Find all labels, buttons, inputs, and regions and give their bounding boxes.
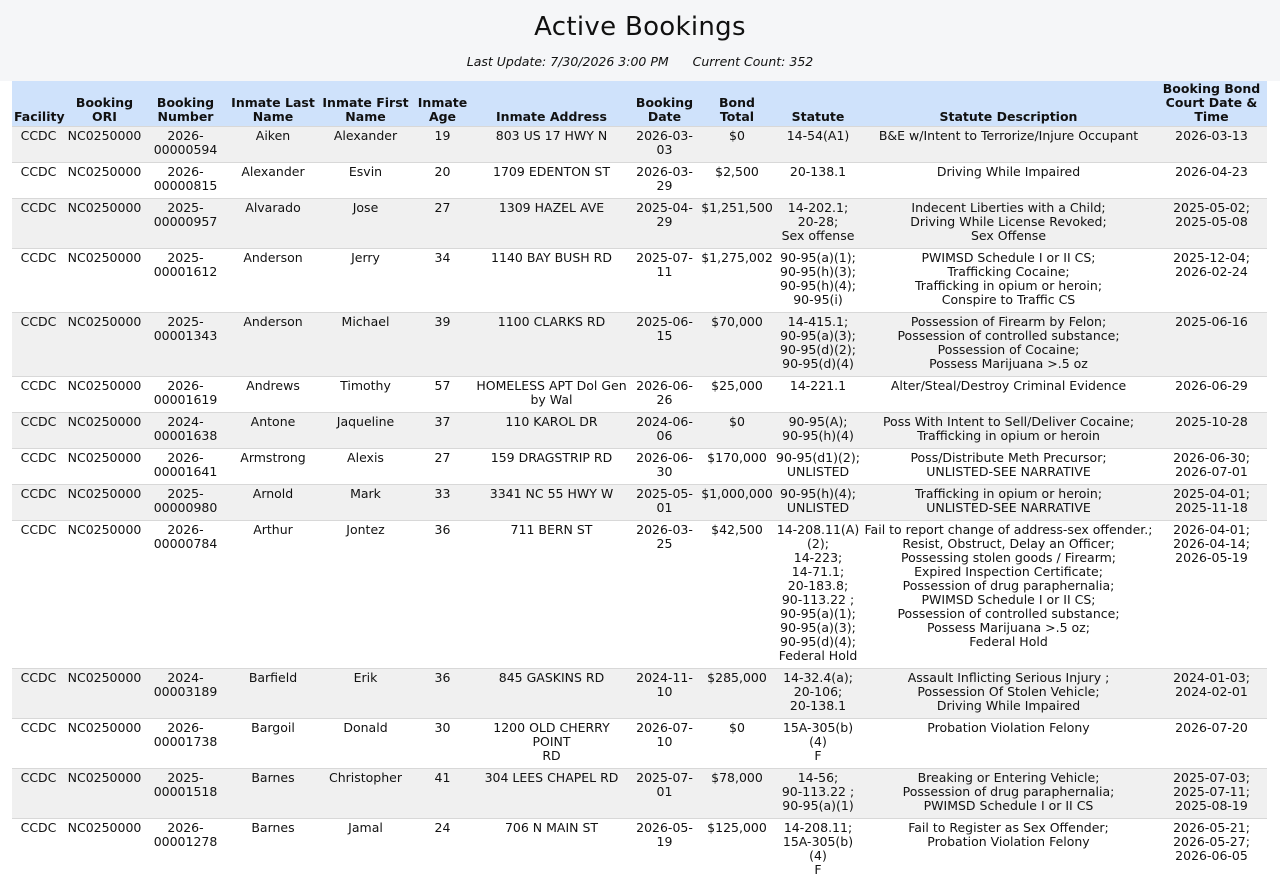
cell-statute: 90-95(a)(1); 90-95(h)(3); 90-95(h)(4); 90-95(i) xyxy=(775,249,861,313)
cell-inmate-last-name: Aiken xyxy=(227,127,319,163)
cell-inmate-age: 36 xyxy=(412,521,473,669)
bookings-table-container xyxy=(0,81,1280,882)
cell-statute-description: Probation Violation Felony xyxy=(861,719,1156,769)
cell-booking-ori: NC0250000 xyxy=(65,377,144,413)
column-header-inmate-address: Inmate Address xyxy=(473,81,630,127)
update-info xyxy=(0,54,1280,69)
cell-booking-date: 2025-04- 29 xyxy=(630,199,699,249)
column-header-court-date: Booking Bond Court Date & Time xyxy=(1156,81,1267,127)
cell-inmate-first-name: Jamal xyxy=(319,819,412,882)
cell-booking-ori: NC0250000 xyxy=(65,769,144,819)
cell-facility: CCDC xyxy=(12,313,65,377)
cell-inmate-last-name: Arthur xyxy=(227,521,319,669)
last-update-text: Last Update: 7/30/2026 3:00 PM xyxy=(467,54,669,69)
cell-bond-total: $78,000 xyxy=(699,769,775,819)
cell-booking-date: 2025-07- 01 xyxy=(630,769,699,819)
cell-statute: 14-221.1 xyxy=(775,377,861,413)
cell-inmate-address: 845 GASKINS RD xyxy=(473,669,630,719)
cell-bond-total: $0 xyxy=(699,413,775,449)
cell-court-date: 2025-12-04; 2026-02-24 xyxy=(1156,249,1267,313)
cell-inmate-address: 159 DRAGSTRIP RD xyxy=(473,449,630,485)
cell-bond-total: $0 xyxy=(699,127,775,163)
table-row xyxy=(12,719,1267,769)
cell-inmate-age: 33 xyxy=(412,485,473,521)
cell-bond-total: $25,000 xyxy=(699,377,775,413)
table-row xyxy=(12,485,1267,521)
table-row xyxy=(12,449,1267,485)
cell-bond-total: $1,000,000 xyxy=(699,485,775,521)
cell-inmate-age: 20 xyxy=(412,163,473,199)
table-header-row xyxy=(12,81,1267,127)
cell-inmate-last-name: Barnes xyxy=(227,769,319,819)
cell-statute: 14-208.11; 15A-305(b)(4) F xyxy=(775,819,861,882)
cell-booking-number: 2024- 00003189 xyxy=(144,669,227,719)
table-row xyxy=(12,669,1267,719)
cell-facility: CCDC xyxy=(12,819,65,882)
cell-booking-ori: NC0250000 xyxy=(65,249,144,313)
table-row xyxy=(12,413,1267,449)
cell-inmate-age: 34 xyxy=(412,249,473,313)
cell-inmate-age: 37 xyxy=(412,413,473,449)
cell-booking-number: 2025- 00000980 xyxy=(144,485,227,521)
column-header-inmate-age: Inmate Age xyxy=(412,81,473,127)
cell-facility: CCDC xyxy=(12,669,65,719)
cell-booking-date: 2026-06- 26 xyxy=(630,377,699,413)
cell-court-date: 2026-04-01; 2026-04-14; 2026-05-19 xyxy=(1156,521,1267,669)
table-row xyxy=(12,819,1267,882)
cell-statute-description: Poss With Intent to Sell/Deliver Cocaine; Trafficking in opium or heroin xyxy=(861,413,1156,449)
table-row xyxy=(12,127,1267,163)
cell-booking-ori: NC0250000 xyxy=(65,719,144,769)
cell-inmate-first-name: Esvin xyxy=(319,163,412,199)
table-row xyxy=(12,313,1267,377)
cell-statute: 14-415.1; 90-95(a)(3); 90-95(d)(2); 90-95(d)(4) xyxy=(775,313,861,377)
cell-inmate-last-name: Antone xyxy=(227,413,319,449)
cell-inmate-last-name: Armstrong xyxy=(227,449,319,485)
table-row xyxy=(12,163,1267,199)
cell-booking-number: 2025- 00001518 xyxy=(144,769,227,819)
table-row xyxy=(12,249,1267,313)
cell-booking-number: 2026- 00000594 xyxy=(144,127,227,163)
cell-statute: 90-95(d1)(2); UNLISTED xyxy=(775,449,861,485)
cell-statute: 15A-305(b)(4) F xyxy=(775,719,861,769)
cell-booking-number: 2026- 00001641 xyxy=(144,449,227,485)
cell-inmate-address: 110 KAROL DR xyxy=(473,413,630,449)
cell-booking-date: 2026-06- 30 xyxy=(630,449,699,485)
cell-statute-description: Possession of Firearm by Felon; Possession of controlled substance; Possession of Cocaine; Possess Marijuana >.5 oz xyxy=(861,313,1156,377)
cell-booking-number: 2026- 00001278 xyxy=(144,819,227,882)
cell-bond-total: $1,275,002 xyxy=(699,249,775,313)
cell-statute: 90-95(h)(4); UNLISTED xyxy=(775,485,861,521)
cell-inmate-last-name: Barnes xyxy=(227,819,319,882)
cell-booking-date: 2026-07- 10 xyxy=(630,719,699,769)
cell-court-date: 2024-01-03; 2024-02-01 xyxy=(1156,669,1267,719)
cell-booking-ori: NC0250000 xyxy=(65,669,144,719)
cell-facility: CCDC xyxy=(12,769,65,819)
column-header-statute-description: Statute Description xyxy=(861,81,1156,127)
cell-facility: CCDC xyxy=(12,163,65,199)
cell-booking-ori: NC0250000 xyxy=(65,449,144,485)
column-header-inmate-last-name: Inmate Last Name xyxy=(227,81,319,127)
cell-bond-total: $2,500 xyxy=(699,163,775,199)
cell-facility: CCDC xyxy=(12,127,65,163)
table-body xyxy=(12,127,1267,882)
cell-court-date: 2026-04-23 xyxy=(1156,163,1267,199)
cell-inmate-address: 1309 HAZEL AVE xyxy=(473,199,630,249)
cell-booking-date: 2024-06- 06 xyxy=(630,413,699,449)
cell-inmate-age: 27 xyxy=(412,449,473,485)
cell-facility: CCDC xyxy=(12,521,65,669)
column-header-booking-number: Booking Number xyxy=(144,81,227,127)
cell-booking-number: 2026- 00000784 xyxy=(144,521,227,669)
cell-inmate-age: 24 xyxy=(412,819,473,882)
cell-booking-ori: NC0250000 xyxy=(65,521,144,669)
cell-facility: CCDC xyxy=(12,199,65,249)
cell-statute: 14-32.4(a); 20-106; 20-138.1 xyxy=(775,669,861,719)
cell-inmate-address: 1140 BAY BUSH RD xyxy=(473,249,630,313)
cell-booking-number: 2024- 00001638 xyxy=(144,413,227,449)
cell-statute-description: Trafficking in opium or heroin; UNLISTED-SEE NARRATIVE xyxy=(861,485,1156,521)
cell-booking-ori: NC0250000 xyxy=(65,313,144,377)
cell-inmate-last-name: Anderson xyxy=(227,249,319,313)
cell-court-date: 2026-06-29 xyxy=(1156,377,1267,413)
cell-inmate-last-name: Barfield xyxy=(227,669,319,719)
cell-booking-date: 2025-05- 01 xyxy=(630,485,699,521)
cell-facility: CCDC xyxy=(12,249,65,313)
cell-statute-description: B&E w/Intent to Terrorize/Injure Occupant xyxy=(861,127,1156,163)
cell-inmate-last-name: Arnold xyxy=(227,485,319,521)
cell-inmate-first-name: Jerry xyxy=(319,249,412,313)
cell-inmate-first-name: Jontez xyxy=(319,521,412,669)
cell-inmate-address: 803 US 17 HWY N xyxy=(473,127,630,163)
cell-booking-number: 2026- 00000815 xyxy=(144,163,227,199)
bookings-table xyxy=(12,81,1267,882)
cell-statute: 20-138.1 xyxy=(775,163,861,199)
cell-inmate-age: 39 xyxy=(412,313,473,377)
cell-booking-date: 2025-06- 15 xyxy=(630,313,699,377)
cell-booking-date: 2026-03- 29 xyxy=(630,163,699,199)
cell-facility: CCDC xyxy=(12,449,65,485)
cell-booking-date: 2025-07- 11 xyxy=(630,249,699,313)
cell-inmate-address: 711 BERN ST xyxy=(473,521,630,669)
column-header-booking-date: Booking Date xyxy=(630,81,699,127)
cell-statute-description: Fail to report change of address-sex offender.; Resist, Obstruct, Delay an Officer; Possessing stolen goods / Firearm; Expired Inspection Certificate; Possession of drug paraphernalia; PWIMSD Schedule I or II CS; Possession of controlled substance; Possess Marijuana >.5 oz; Federal Hold xyxy=(861,521,1156,669)
cell-statute: 14-208.11(A) (2); 14-223; 14-71.1; 20-183.8; 90-113.22 ; 90-95(a)(1); 90-95(a)(3); 90-95(d)(4); Federal Hold xyxy=(775,521,861,669)
cell-bond-total: $125,000 xyxy=(699,819,775,882)
cell-court-date: 2025-06-16 xyxy=(1156,313,1267,377)
cell-court-date: 2025-04-01; 2025-11-18 xyxy=(1156,485,1267,521)
current-count-text: Current Count: 352 xyxy=(693,54,814,69)
column-header-statute: Statute xyxy=(775,81,861,127)
cell-booking-date: 2024-11- 10 xyxy=(630,669,699,719)
cell-statute-description: Alter/Steal/Destroy Criminal Evidence xyxy=(861,377,1156,413)
table-row xyxy=(12,199,1267,249)
cell-statute-description: Breaking or Entering Vehicle; Possession of drug paraphernalia; PWIMSD Schedule I or II CS xyxy=(861,769,1156,819)
cell-inmate-address: HOMELESS APT Dol Gen by Wal xyxy=(473,377,630,413)
cell-bond-total: $70,000 xyxy=(699,313,775,377)
cell-statute: 14-54(A1) xyxy=(775,127,861,163)
cell-statute-description: Indecent Liberties with a Child; Driving While License Revoked; Sex Offense xyxy=(861,199,1156,249)
cell-booking-number: 2025- 00000957 xyxy=(144,199,227,249)
cell-booking-number: 2025- 00001612 xyxy=(144,249,227,313)
cell-court-date: 2026-07-20 xyxy=(1156,719,1267,769)
cell-court-date: 2026-06-30; 2026-07-01 xyxy=(1156,449,1267,485)
cell-bond-total: $42,500 xyxy=(699,521,775,669)
cell-booking-number: 2026- 00001738 xyxy=(144,719,227,769)
column-header-booking-ori: Booking ORI xyxy=(65,81,144,127)
cell-bond-total: $1,251,500 xyxy=(699,199,775,249)
cell-bond-total: $285,000 xyxy=(699,669,775,719)
cell-bond-total: $170,000 xyxy=(699,449,775,485)
cell-inmate-first-name: Timothy xyxy=(319,377,412,413)
cell-court-date: 2025-05-02; 2025-05-08 xyxy=(1156,199,1267,249)
cell-inmate-first-name: Michael xyxy=(319,313,412,377)
cell-court-date: 2025-07-03; 2025-07-11; 2025-08-19 xyxy=(1156,769,1267,819)
cell-statute-description: Assault Inflicting Serious Injury ; Possession Of Stolen Vehicle; Driving While Impaired xyxy=(861,669,1156,719)
cell-inmate-first-name: Alexander xyxy=(319,127,412,163)
cell-booking-ori: NC0250000 xyxy=(65,127,144,163)
cell-booking-ori: NC0250000 xyxy=(65,413,144,449)
cell-court-date: 2025-10-28 xyxy=(1156,413,1267,449)
cell-inmate-age: 19 xyxy=(412,127,473,163)
cell-inmate-first-name: Jose xyxy=(319,199,412,249)
cell-statute: 90-95(A); 90-95(h)(4) xyxy=(775,413,861,449)
cell-inmate-first-name: Alexis xyxy=(319,449,412,485)
cell-inmate-age: 27 xyxy=(412,199,473,249)
cell-inmate-age: 57 xyxy=(412,377,473,413)
cell-inmate-age: 41 xyxy=(412,769,473,819)
cell-booking-date: 2026-05- 19 xyxy=(630,819,699,882)
cell-inmate-first-name: Donald xyxy=(319,719,412,769)
cell-facility: CCDC xyxy=(12,377,65,413)
cell-inmate-address: 1200 OLD CHERRY POINT RD xyxy=(473,719,630,769)
cell-statute: 14-56; 90-113.22 ; 90-95(a)(1) xyxy=(775,769,861,819)
cell-booking-date: 2026-03- 25 xyxy=(630,521,699,669)
table-row xyxy=(12,377,1267,413)
cell-inmate-address: 706 N MAIN ST xyxy=(473,819,630,882)
column-header-bond-total: Bond Total xyxy=(699,81,775,127)
cell-bond-total: $0 xyxy=(699,719,775,769)
cell-booking-number: 2026- 00001619 xyxy=(144,377,227,413)
cell-statute-description: Driving While Impaired xyxy=(861,163,1156,199)
cell-inmate-last-name: Anderson xyxy=(227,313,319,377)
cell-inmate-address: 3341 NC 55 HWY W xyxy=(473,485,630,521)
cell-inmate-age: 30 xyxy=(412,719,473,769)
cell-court-date: 2026-03-13 xyxy=(1156,127,1267,163)
cell-booking-ori: NC0250000 xyxy=(65,819,144,882)
cell-statute-description: PWIMSD Schedule I or II CS; Trafficking Cocaine; Trafficking in opium or heroin; Conspire to Traffic CS xyxy=(861,249,1156,313)
cell-statute-description: Fail to Register as Sex Offender; Probation Violation Felony xyxy=(861,819,1156,882)
cell-inmate-first-name: Jaqueline xyxy=(319,413,412,449)
cell-booking-ori: NC0250000 xyxy=(65,199,144,249)
cell-inmate-first-name: Erik xyxy=(319,669,412,719)
column-header-inmate-first-name: Inmate First Name xyxy=(319,81,412,127)
cell-inmate-last-name: Alvarado xyxy=(227,199,319,249)
cell-facility: CCDC xyxy=(12,485,65,521)
cell-court-date: 2026-05-21; 2026-05-27; 2026-06-05 xyxy=(1156,819,1267,882)
cell-inmate-age: 36 xyxy=(412,669,473,719)
cell-facility: CCDC xyxy=(12,719,65,769)
page-title: Active Bookings xyxy=(0,0,1280,43)
cell-inmate-address: 304 LEES CHAPEL RD xyxy=(473,769,630,819)
column-header-facility: Facility xyxy=(12,81,65,127)
page-header xyxy=(0,0,1280,81)
cell-inmate-address: 1100 CLARKS RD xyxy=(473,313,630,377)
cell-facility: CCDC xyxy=(12,413,65,449)
cell-inmate-first-name: Mark xyxy=(319,485,412,521)
cell-booking-number: 2025- 00001343 xyxy=(144,313,227,377)
table-row xyxy=(12,521,1267,669)
cell-booking-ori: NC0250000 xyxy=(65,163,144,199)
cell-statute-description: Poss/Distribute Meth Precursor; UNLISTED-SEE NARRATIVE xyxy=(861,449,1156,485)
cell-inmate-first-name: Christopher xyxy=(319,769,412,819)
cell-inmate-last-name: Andrews xyxy=(227,377,319,413)
cell-inmate-address: 1709 EDENTON ST xyxy=(473,163,630,199)
cell-statute: 14-202.1; 20-28; Sex offense xyxy=(775,199,861,249)
cell-inmate-last-name: Bargoil xyxy=(227,719,319,769)
cell-inmate-last-name: Alexander xyxy=(227,163,319,199)
cell-booking-date: 2026-03- 03 xyxy=(630,127,699,163)
cell-booking-ori: NC0250000 xyxy=(65,485,144,521)
table-row xyxy=(12,769,1267,819)
